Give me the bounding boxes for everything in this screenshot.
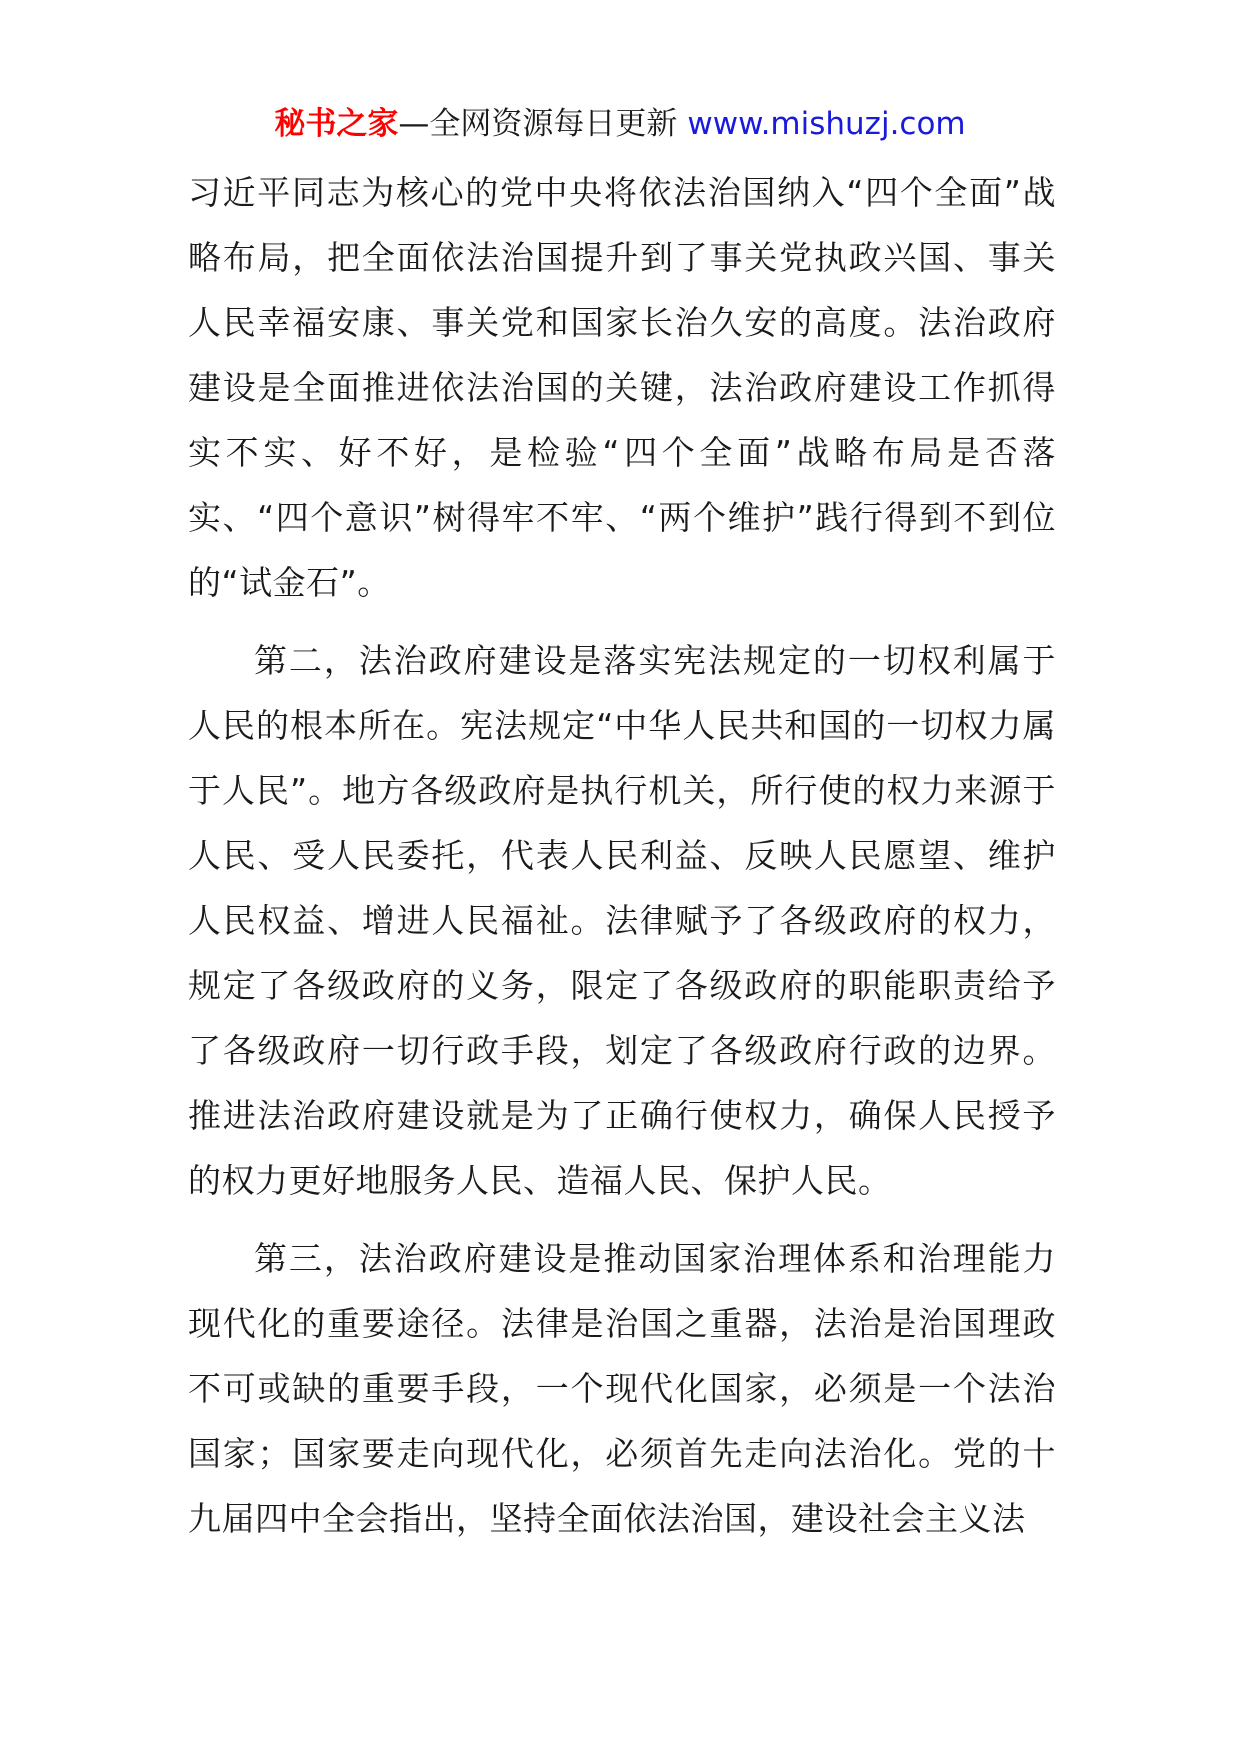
site-url-link[interactable]: www.mishuzj.com (687, 106, 966, 142)
paragraph-third-point: 第三，法治政府建设是推动国家治理体系和治理能力现代化的重要途径。法律是治国之重器，法治是治国理政不可或缺的重要手段，一个现代化国家，必须是一个法治国家；国家要走向现代化，必须首先走向法治化。党的十九届四中全会指出，坚持全面依法治国，建设社会主义法 (188, 1239, 1056, 1538)
paragraph-continued: 习近平同志为核心的党中央将依法治国纳入“四个全面”战略布局，把全面依法治国提升到了事关党执政兴国、事关人民幸福安康、事关党和国家长治久安的高度。法治政府建设是全面推进依法治国的关键，法治政府建设工作抓得实不实、好不好，是检验“四个全面”战略布局是否落实、“四个意识”树得牢不牢、“两个维护”践行得到不到位的“试金石”。 (188, 173, 1056, 602)
brand-name: 秘书之家 (274, 106, 399, 142)
paragraph-second-point: 第二，法治政府建设是落实宪法规定的一切权利属于人民的根本所在。宪法规定“中华人民共和国的一切权力属于人民”。地方各级政府是执行机关，所行使的权力来源于人民、受人民委托，代表人民利益、反映人民愿望、维护人民权益、增进人民福祉。法律赋予了各级政府的权力，规定了各级政府的义务，限定了各级政府的职能职责给予了各级政府一切行政手段，划定了各级政府行政的边界。推进法治政府建设就是为了正确行使权力，确保人民授予的权力更好地服务人民、造福人民、保护人民。 (188, 641, 1056, 1200)
document-body (188, 160, 1056, 1551)
header-tagline: —全网资源每日更新 (398, 106, 678, 142)
page-header (0, 100, 1240, 148)
